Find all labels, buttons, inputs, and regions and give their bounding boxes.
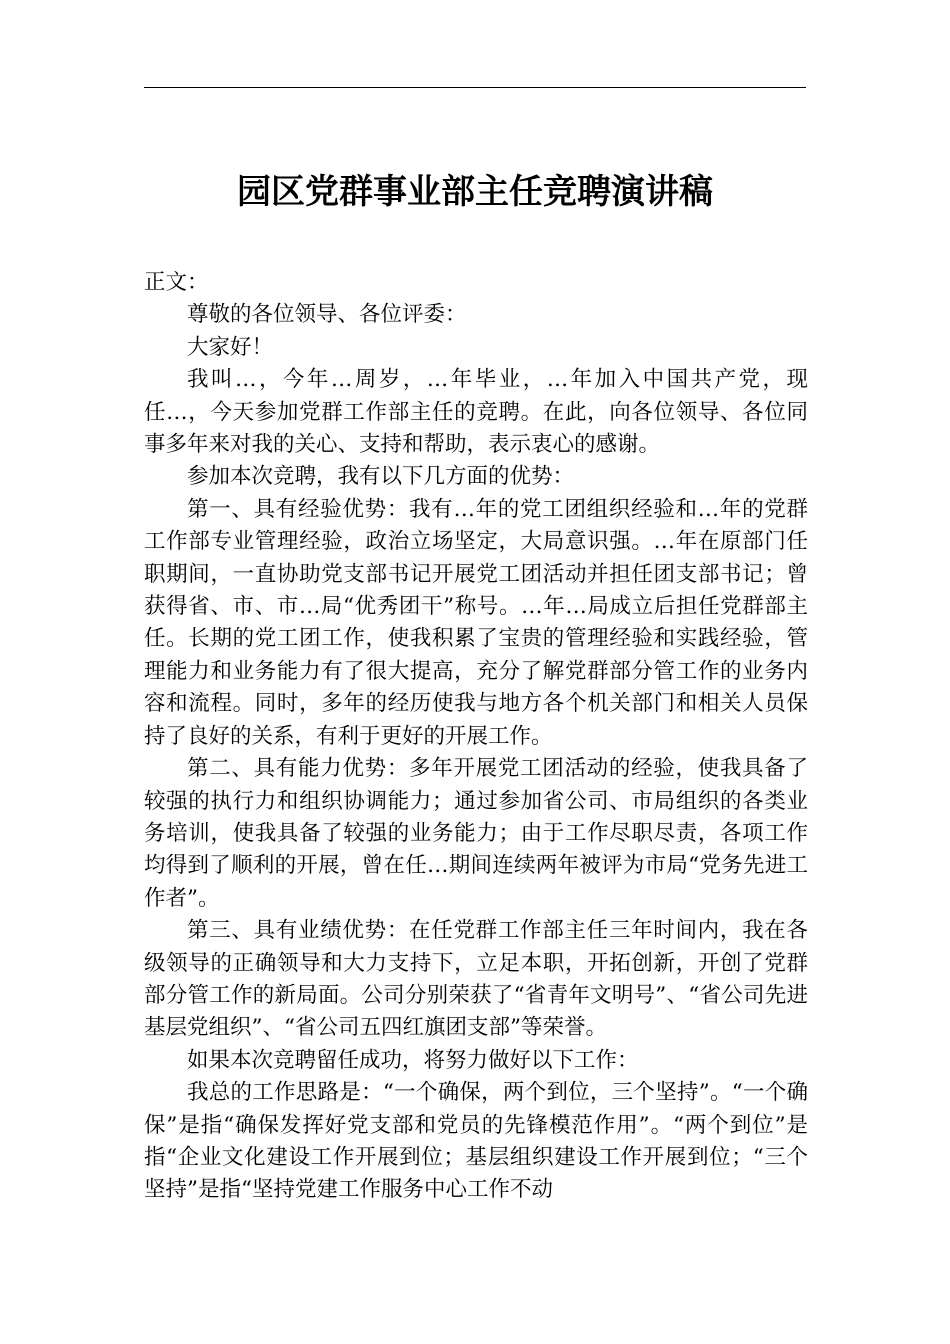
document-body	[144, 267, 808, 1207]
greeting: 大家好！	[187, 334, 274, 360]
work-plan-paragraph: 我总的工作思路是：“一个确保，两个到位，三个坚持”。“一个确保”是指“确保发挥好党支部和党员的先锋模范作用”。“两个到位”是指“企业文化建设工作开展到位；基层组织建设工作开展到位；“三个坚持”是指“坚持党建工作服务中心工作不动	[144, 1080, 808, 1203]
ability-advantage-paragraph: 第二、具有能力优势：多年开展党工团活动的经验，使我具备了较强的执行力和组织协调能力；通过参加省公司、市局组织的各类业务培训，使我具备了较强的业务能力；由于工作尽职尽责，各项工作均得到了顺利的开展，曾在任…期间连续两年被评为市局“党务先进工作者”。	[144, 756, 808, 911]
performance-advantage-paragraph: 第三、具有业绩优势：在任党群工作部主任三年时间内，我在各级领导的正确领导和大力支持下，立足本职，开拓创新，开创了党群部分管工作的新局面。公司分别荣获了“省青年文明号”、“省公司先进基层党组织”、“省公司五四红旗团支部”等荣誉。	[144, 918, 808, 1041]
self-introduction-paragraph: 我叫…，今年…周岁，…年毕业，…年加入中国共产党，现任…，今天参加党群工作部主任的竞聘。在此，向各位领导、各位同事多年来对我的关心、支持和帮助，表示衷心的感谢。	[144, 367, 808, 458]
body-label: 正文：	[144, 270, 209, 295]
document-title: 园区党群事业部主任竞聘演讲稿	[237, 172, 713, 212]
advantages-intro-paragraph: 参加本次竞聘，我有以下几方面的优势：	[187, 464, 575, 490]
header-rule	[144, 87, 806, 88]
salutation: 尊敬的各位领导、各位评委：	[187, 302, 467, 328]
future-work-intro-paragraph: 如果本次竞聘留任成功，将努力做好以下工作：	[187, 1047, 639, 1073]
experience-advantage-paragraph: 第一、具有经验优势：我有…年的党工团组织经验和…年的党群工作部专业管理经验，政治立场坚定，大局意识强。…年在原部门任职期间，一直协助党支部书记开展党工团活动并担任团支部书记；曾获得省、市、市…局“优秀团干”称号。…年…局成立后担任党群部主任。长期的党工团工作，使我积累了宝贵的管理经验和实践经验，管理能力和业务能力有了很大提高，充分了解党群部分管工作的业务内容和流程。同时，多年的经历使我与地方各个机关部门和相关人员保持了良好的关系，有利于更好的开展工作。	[144, 496, 808, 749]
